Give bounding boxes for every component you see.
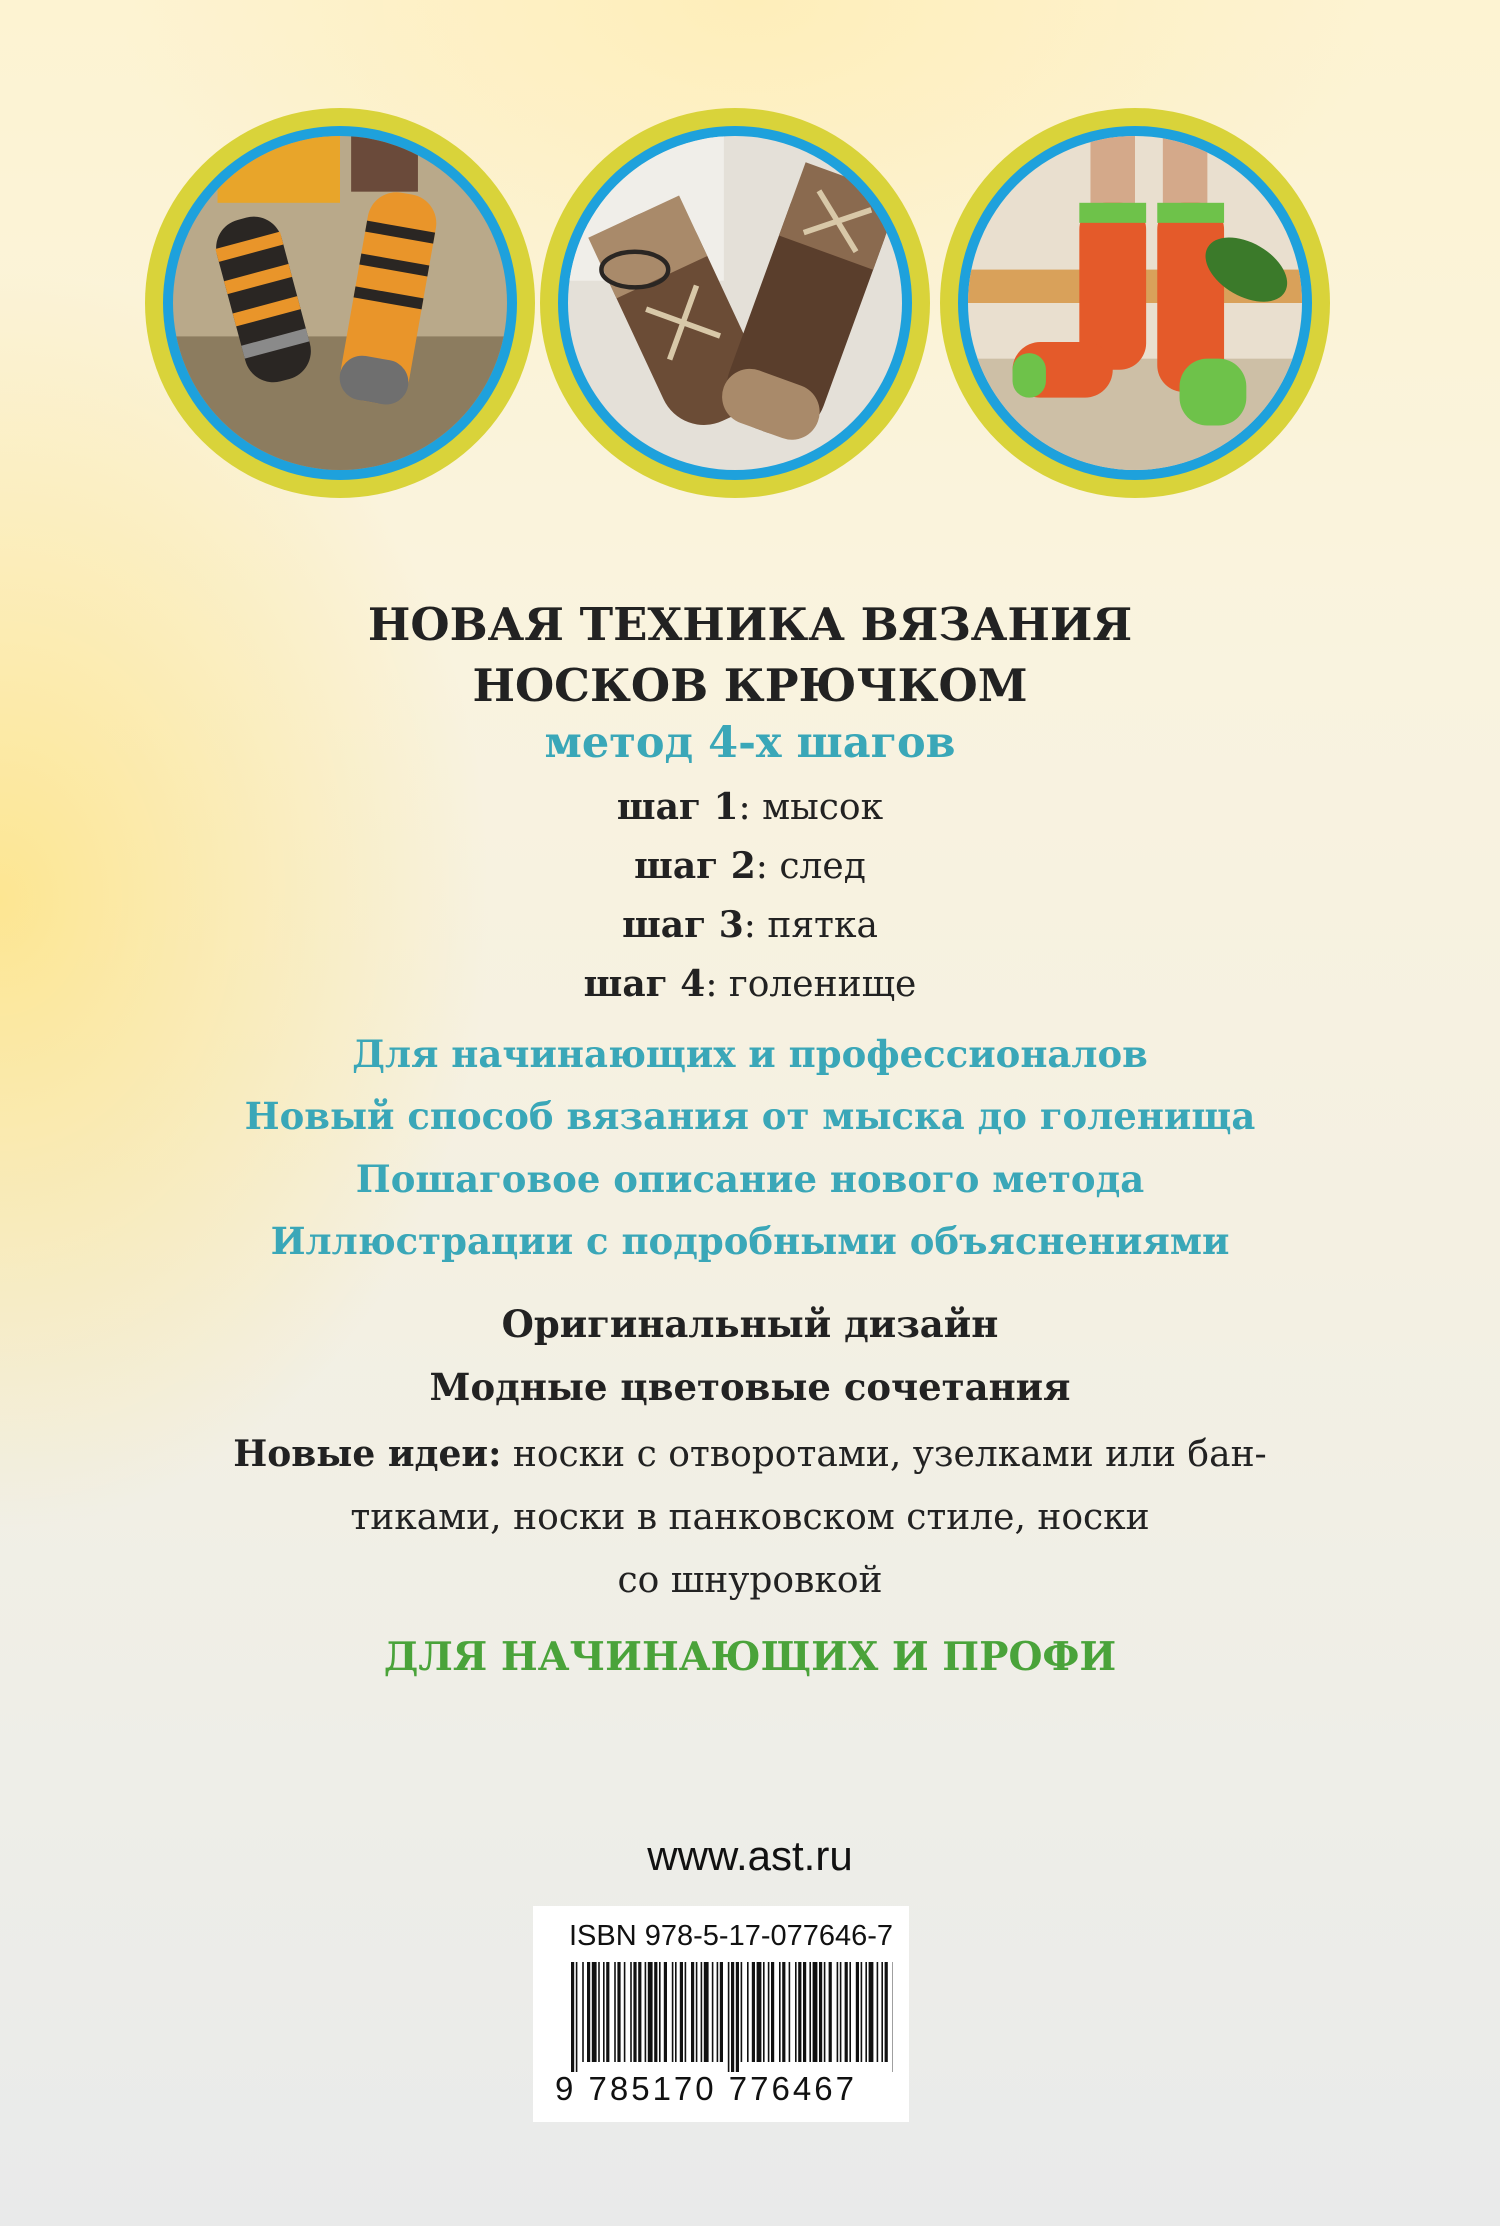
step-2 <box>0 845 1500 887</box>
brown-laced-socks-photo <box>540 108 930 498</box>
step-3 <box>0 904 1500 946</box>
striped-socks-photo <box>145 108 535 498</box>
barcode-icon <box>571 1962 893 2072</box>
barcode-digits: 9 785170 776467 <box>555 2070 857 2107</box>
step-1 <box>0 786 1500 828</box>
title-line-1: НОВАЯ ТЕХНИКА ВЯЗАНИЯ <box>367 598 1133 651</box>
step-1-label: шаг 1 <box>616 786 739 828</box>
orange-socks-image <box>968 136 1302 470</box>
step-2-label: шаг 2 <box>634 845 756 887</box>
ideas-label: Новые идеи: <box>233 1433 502 1475</box>
tagline: ДЛЯ НАЧИНАЮЩИХ И ПРОФИ <box>383 1634 1117 1680</box>
website-url[interactable]: www.ast.ru <box>647 1832 853 1879</box>
subtitle: метод 4-х шагов <box>544 718 956 768</box>
ideas-text-1: носки с отворотами, узелками или бан- <box>501 1434 1267 1475</box>
step-1-text: : мысок <box>738 787 884 828</box>
step-4-text: : голенище <box>705 964 917 1005</box>
barcode-area <box>533 1906 909 2122</box>
highlight-color-combinations: Модные цветовые сочетания <box>429 1365 1071 1409</box>
feature-1: Для начинающих и профессионалов <box>352 1032 1148 1076</box>
ideas-line-1 <box>0 1423 1500 1486</box>
orange-leaf-socks-photo <box>940 108 1330 498</box>
feature-3: Пошаговое описание нового метода <box>355 1157 1145 1201</box>
feature-2: Новый способ вязания от мыска до голенища <box>244 1094 1256 1138</box>
step-4-label: шаг 4 <box>583 963 706 1005</box>
isbn-number: ISBN 978-5-17-077646-7 <box>569 1920 894 1952</box>
ideas-line-2: тиками, носки в панковском стиле, носки <box>350 1497 1150 1538</box>
brown-socks-image <box>568 136 902 470</box>
step-3-label: шаг 3 <box>622 904 744 946</box>
title-line-2: НОСКОВ КРЮЧКОМ <box>472 659 1028 712</box>
step-3-text: : пятка <box>743 905 878 946</box>
step-2-text: : след <box>755 846 866 887</box>
highlight-original-design: Оригинальный дизайн <box>501 1302 999 1346</box>
ideas-line-3: со шнуровкой <box>617 1560 883 1601</box>
feature-4: Иллюстрации с подробными объяснениями <box>270 1219 1230 1263</box>
striped-socks-image <box>173 136 507 470</box>
step-4 <box>0 963 1500 1005</box>
